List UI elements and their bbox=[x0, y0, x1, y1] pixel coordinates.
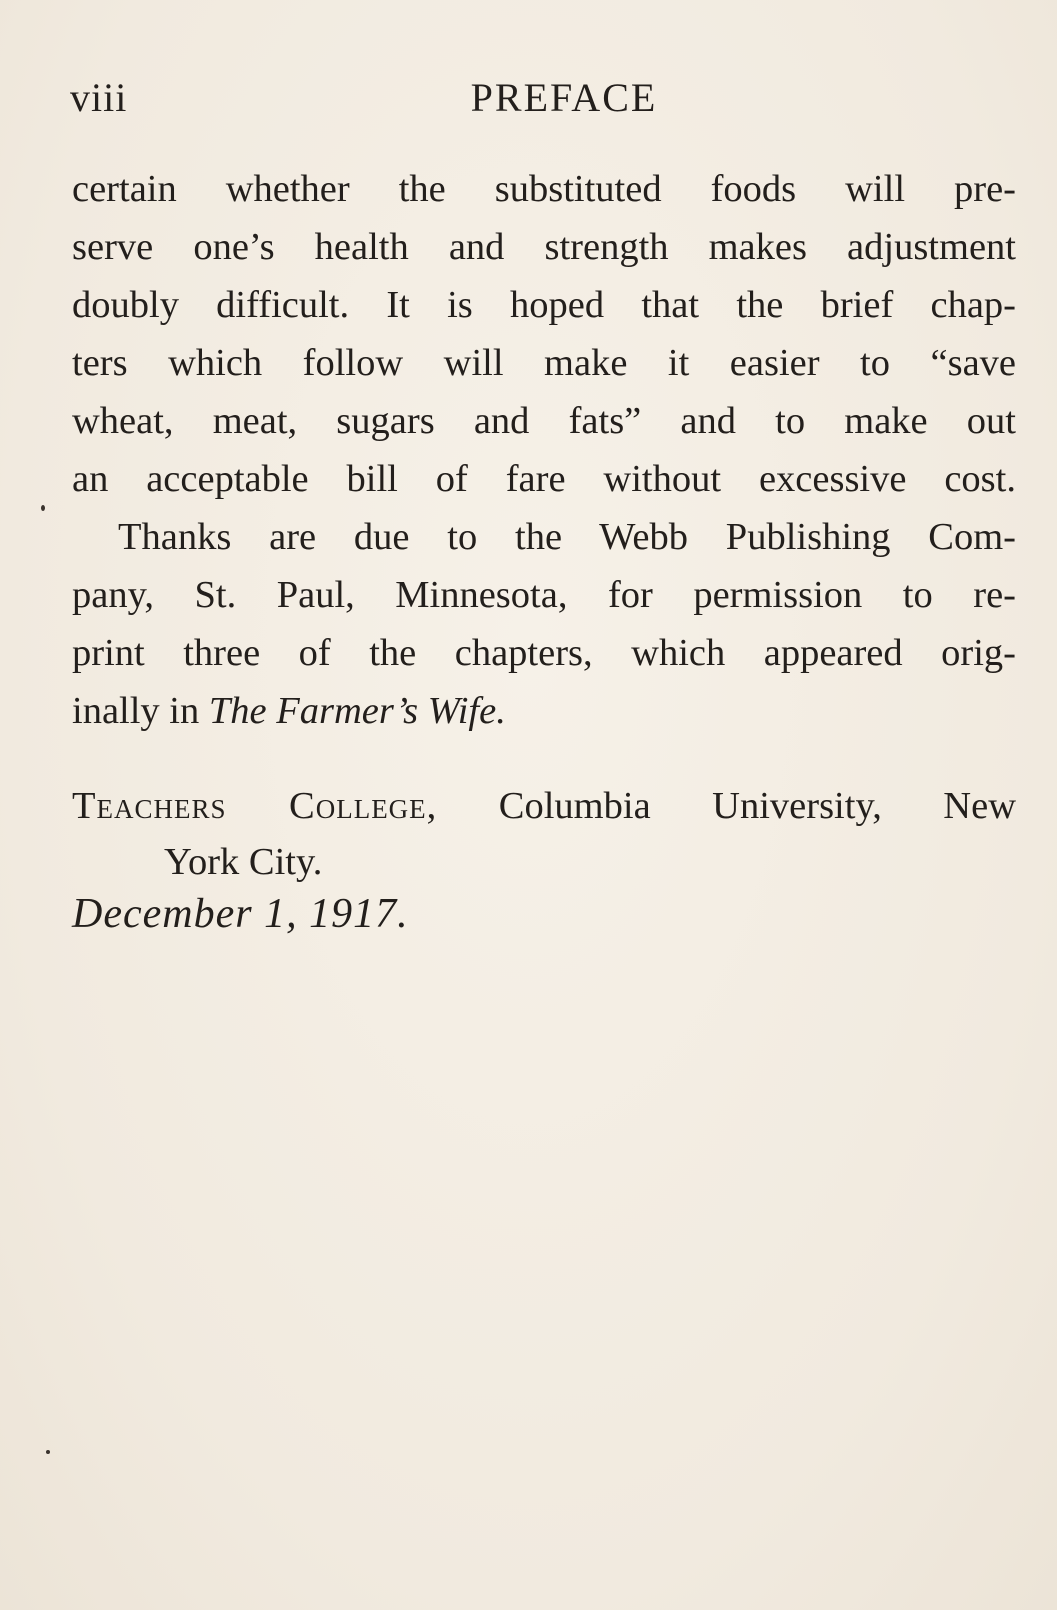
text-line: an acceptable bill of fare without excessive cost. bbox=[72, 458, 1016, 500]
text-line: serve one’s health and strength makes adjustment bbox=[72, 226, 1016, 268]
publication-title: The Farmer’s Wife. bbox=[208, 690, 506, 732]
running-title: PREFACE bbox=[470, 75, 658, 120]
signature-block bbox=[72, 778, 1016, 890]
paragraph-2 bbox=[72, 508, 1016, 740]
ink-speck bbox=[41, 505, 45, 511]
ink-speck bbox=[46, 1450, 50, 1454]
text-line: Thanks are due to the Webb Publishing Com- bbox=[118, 516, 1016, 558]
preface-body bbox=[72, 160, 1016, 740]
text-line: ters which follow will make it easier to “save bbox=[72, 342, 1016, 384]
signature-date: December 1, 1917. bbox=[72, 891, 409, 937]
institution-name: Teachers College, bbox=[72, 785, 438, 827]
institution-line bbox=[72, 778, 1016, 834]
text-line: wheat, meat, sugars and fats” and to make out bbox=[72, 400, 1016, 442]
text-line bbox=[72, 682, 1016, 740]
running-head bbox=[70, 74, 1018, 124]
text-line: doubly difficult. It is hoped that the brief chap- bbox=[72, 284, 1016, 326]
institution-rest: Columbia University, New bbox=[437, 785, 1017, 827]
institution-city: York City. bbox=[164, 841, 323, 883]
page-number: viii bbox=[70, 75, 128, 120]
text-line: print three of the chapters, which appeared orig- bbox=[72, 632, 1016, 674]
text-line: pany, St. Paul, Minnesota, for permission to re- bbox=[72, 574, 1016, 616]
text-line: certain whether the substituted foods will pre- bbox=[72, 168, 1016, 210]
paragraph-1 bbox=[72, 160, 1016, 508]
text-fragment: inally in bbox=[72, 690, 209, 732]
